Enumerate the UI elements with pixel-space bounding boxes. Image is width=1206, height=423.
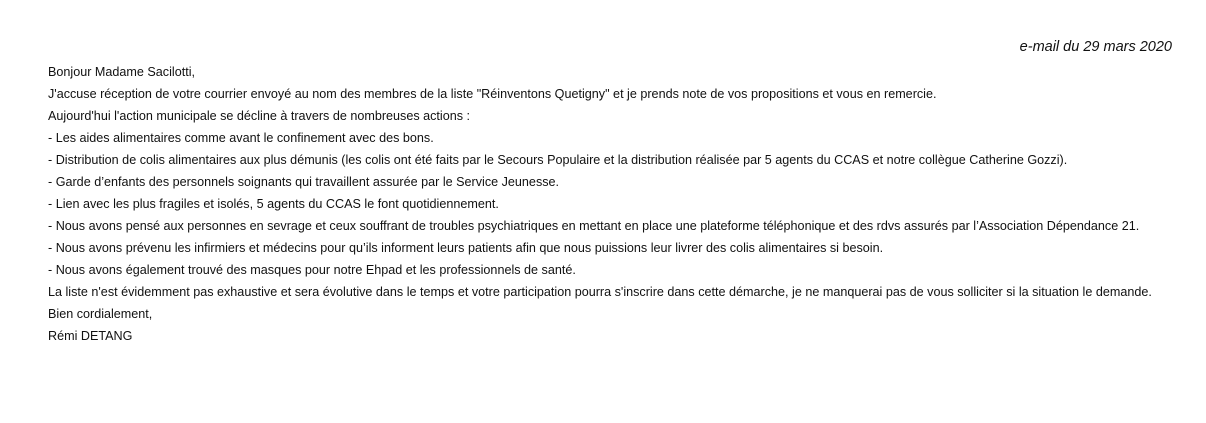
action-item: - Lien avec les plus fragiles et isolés, 5 agents du CCAS le font quotidiennement. xyxy=(48,197,499,211)
action-item: - Les aides alimentaires comme avant le confinement avec des bons. xyxy=(48,131,434,145)
conclusion-paragraph: La liste n'est évidemment pas exhaustive et sera évolutive dans le temps et votre participation pourra s'inscrire dans cette démarche, je ne manquerai pas de vous solliciter si la situation le demande. xyxy=(48,285,1152,299)
intro-paragraph: J'accuse réception de votre courrier envoyé au nom des membres de la liste "Réinventons Quetigny" et je prends note de vos propositions et vous en remercie. xyxy=(48,87,937,101)
closing: Bien cordialement, xyxy=(48,307,153,321)
action-item: - Nous avons pensé aux personnes en sevrage et ceux souffrant de troubles psychiatriques en mettant en place une plateforme téléphonique et des rdvs assurés par l’Association Dépendance 21. xyxy=(48,219,1140,233)
action-item: - Nous avons prévenu les infirmiers et médecins pour qu’ils informent leurs patients afin que nous puissions leur livrer des colis alimentaires si besoin. xyxy=(48,241,884,255)
actions-intro: Aujourd'hui l'action municipale se décline à travers de nombreuses actions : xyxy=(48,109,471,123)
action-item: - Nous avons également trouvé des masques pour notre Ehpad et les professionnels de santé. xyxy=(48,263,576,277)
greeting: Bonjour Madame Sacilotti, xyxy=(48,65,195,79)
action-item: - Garde d’enfants des personnels soignants qui travaillent assurée par le Service Jeunesse. xyxy=(48,175,560,189)
action-item: - Distribution de colis alimentaires aux plus démunis (les colis ont été faits par le Secours Populaire et la distribution réalisée par 5 agents du CCAS et notre collègue Catherine Gozzi). xyxy=(48,153,1068,167)
email-date: e-mail du 29 mars 2020 xyxy=(1019,39,1172,55)
letter-body xyxy=(48,61,1168,347)
signature: Rémi DETANG xyxy=(48,329,133,343)
